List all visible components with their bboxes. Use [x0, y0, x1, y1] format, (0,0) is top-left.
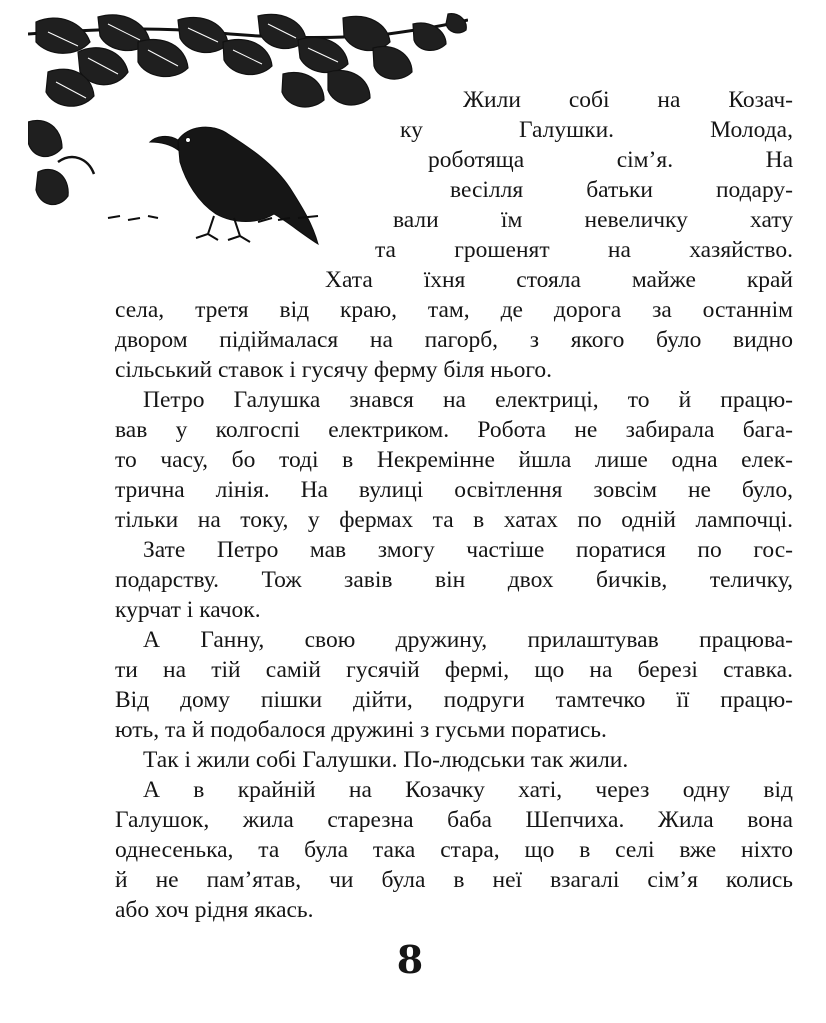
text-line-28: або хоч рідня якась. [115, 897, 314, 923]
text-line-7: Хата їхня стояла майже край [325, 267, 793, 293]
text-line-2: ку Галушки. Молода, [400, 117, 793, 143]
text-line-11: Петро Галушка знався на електриці, то й працю- [143, 387, 793, 413]
text-line-9: двором підіймалася на пагорб, з якого було видно [115, 327, 793, 353]
text-line-16: Зате Петро мав змогу частіше поратися по гос- [143, 537, 793, 563]
text-line-3: роботяща сім’я. На [428, 147, 793, 173]
text-line-18: курчат і качок. [115, 597, 261, 623]
text-line-20: ти на тій самій гусячій фермі, що на березі ставка. [115, 657, 793, 683]
text-line-5: вали їм невеличку хату [393, 207, 793, 233]
text-line-1: Жили собі на Козач- [463, 87, 793, 113]
text-line-21: Від дому пішки дійти, подруги тамтечко її працю- [115, 687, 793, 713]
text-line-10: сільський ставок і гусячу ферму біля нього. [115, 357, 553, 383]
text-line-26: однесенька, та була така стара, що в селі вже ніхто [115, 837, 793, 863]
text-line-15: тільки на току, у фермах та в хатах по одній лампочці. [115, 507, 793, 533]
text-line-12: вав у колгоспі електриком. Робота не забирала бага- [115, 417, 793, 443]
text-line-6: та грошенят на хазяйство. [375, 237, 793, 263]
text-line-23: Так і жили собі Галушки. По-людськи так жили. [143, 747, 629, 773]
raven-icon [108, 127, 318, 244]
page-number: 8 [396, 937, 424, 982]
text-line-4: весілля батьки подару- [450, 177, 793, 203]
text-line-13: то часу, бо тоді в Некремінне йшла лише одна елек- [115, 447, 793, 473]
text-line-27: й не пам’ятав, чи була в неї взагалі сім’я колись [115, 867, 793, 893]
text-line-22: ють, та й подобалося дружині з гусьми поратись. [115, 717, 607, 743]
text-line-17: подарству. Тож завів він двох бичків, теличку, [115, 567, 793, 593]
text-line-24: А в крайній на Козачку хаті, через одну від [143, 777, 793, 803]
text-line-25: Галушок, жила старезна баба Шепчиха. Жила вона [115, 807, 793, 833]
text-line-8: села, третя від краю, там, де дорога за останнім [115, 297, 793, 323]
text-line-19: А Ганну, свою дружину, прилаштував працюва- [143, 627, 793, 653]
text-line-14: трична лінія. На вулиці освітлення зовсім не було, [115, 477, 793, 503]
